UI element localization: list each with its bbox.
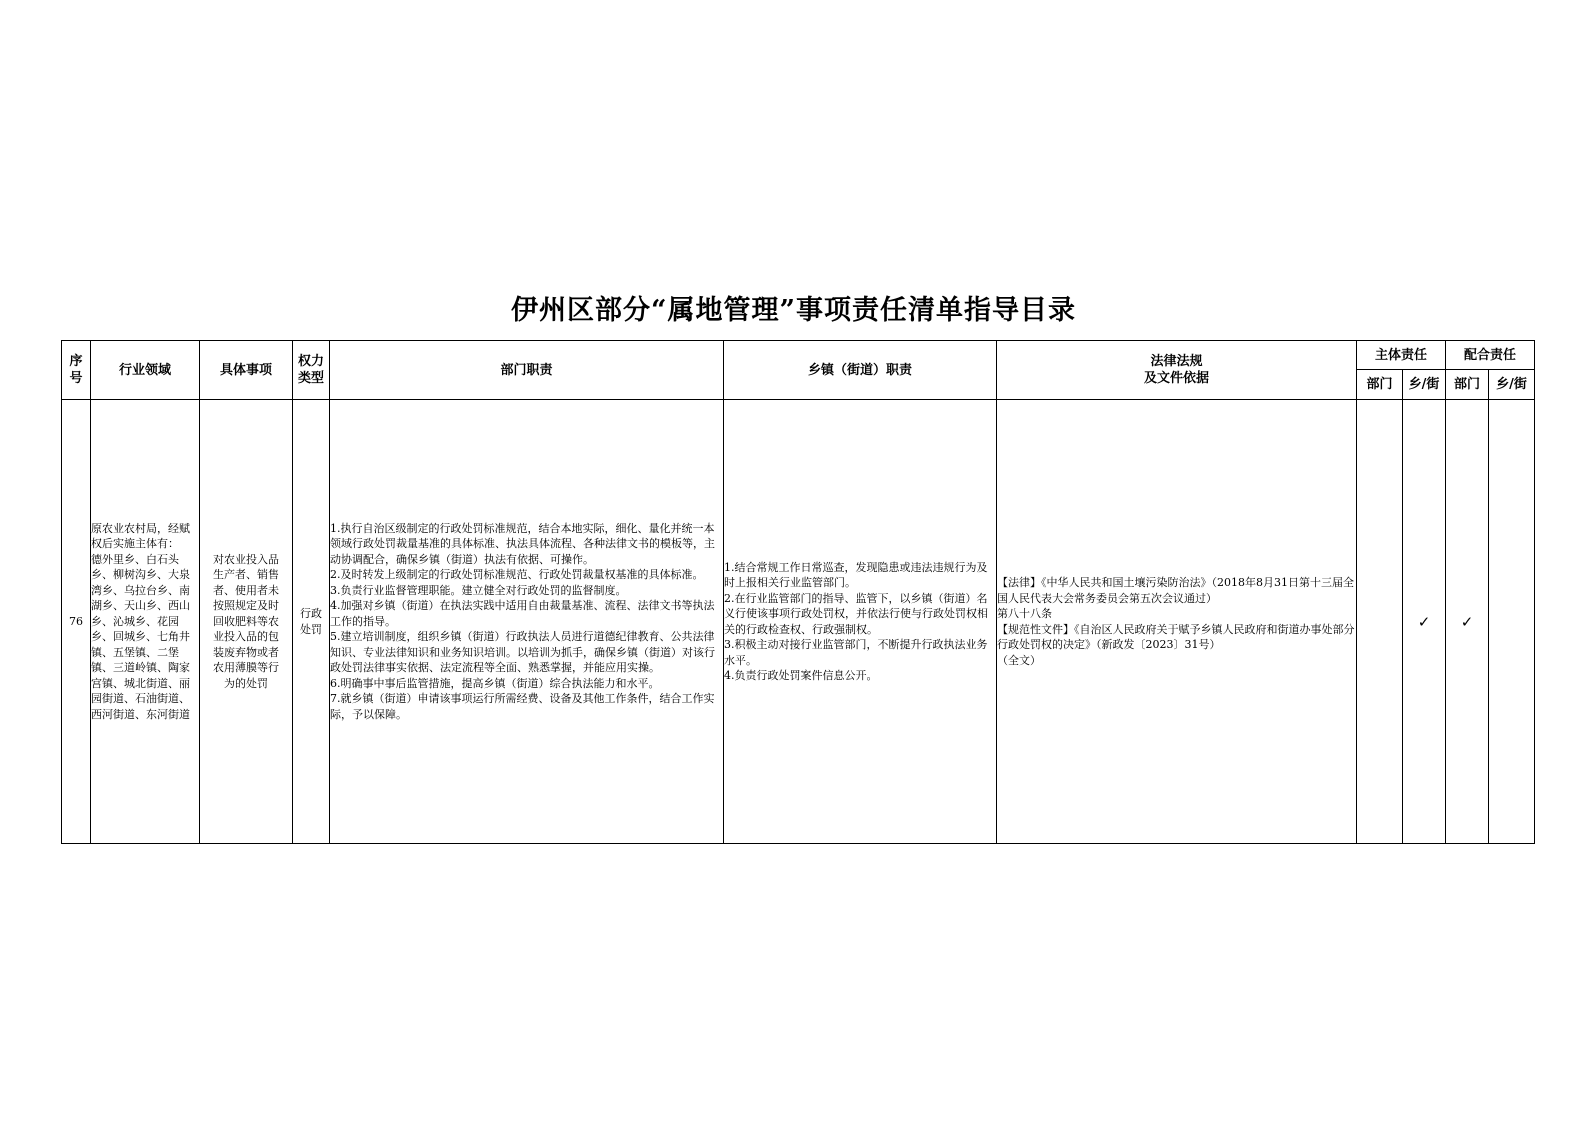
row-power-type: 行政 处罚 — [293, 400, 330, 844]
header-main-town: 乡/街 — [1403, 370, 1446, 400]
responsibility-table — [61, 340, 1535, 844]
header-main-responsibility: 主体责任 — [1357, 341, 1446, 370]
row-main-town-check: ✓ — [1403, 400, 1446, 844]
header-coop-responsibility: 配合责任 — [1446, 341, 1535, 370]
header-matter: 具体事项 — [200, 341, 293, 400]
row-coop-town-check — [1489, 400, 1535, 844]
header-industry: 行业领域 — [91, 341, 200, 400]
header-index: 序 号 — [62, 341, 91, 400]
row-matter: 对农业投入品生产者、销售者、使用者未按照规定及时回收肥料等农业投入品的包装废弃物或者农用薄膜等行为的处罚 — [200, 400, 293, 844]
row-main-dept-check — [1357, 400, 1403, 844]
header-dept-duty: 部门职责 — [330, 341, 724, 400]
page-title: 伊州区部分“属地管理”事项责任清单指导目录 — [510, 295, 1077, 326]
header-legal-basis: 法律法规 及文件依据 — [997, 341, 1357, 400]
header-coop-town: 乡/街 — [1489, 370, 1535, 400]
header-coop-dept: 部门 — [1446, 370, 1489, 400]
row-industry: 原农业农村局，经赋权后实施主体有： 德外里乡、白石头乡、柳树沟乡、大泉湾乡、乌拉台乡、南湖乡、天山乡、西山乡、沁城乡、花园乡、回城乡、七角井镇、五堡镇、二堡镇、三道岭镇、陶家宫镇、城北街道、丽园街道、石油街道、西河街道、东河街道 — [91, 400, 200, 844]
header-power-type: 权力 类型 — [293, 341, 330, 400]
row-legal-basis: 【法律】《中华人民共和国土壤污染防治法》（2018年8月31日第十三届全国人民代表大会常务委员会第五次会议通过） 第八十八条 【规范性文件】《自治区人民政府关于赋予乡镇人民政府和街道办事处部分行政处罚权的决定》（新政发〔2023〕31号） （全文） — [997, 400, 1357, 844]
row-township-duty: 1.结合常规工作日常巡查，发现隐患或违法违规行为及时上报相关行业监管部门。 2.在行业监管部门的指导、监管下，以乡镇（街道）名义行使该事项行政处罚权，并依法行使与行政处罚权相关的行政检查权、行政强制权。 3.积极主动对接行业监管部门，不断提升行政执法业务水平。 4.负责行政处罚案件信息公开。 — [724, 400, 997, 844]
header-main-dept: 部门 — [1357, 370, 1403, 400]
header-township-duty: 乡镇（街道）职责 — [724, 341, 997, 400]
table-row — [62, 400, 1535, 844]
row-coop-dept-check: ✓ — [1446, 400, 1489, 844]
row-index: 76 — [62, 400, 91, 844]
row-dept-duty: 1.执行自治区级制定的行政处罚标准规范，结合本地实际，细化、量化并统一本领域行政处罚裁量基准的具体标准、执法具体流程、各种法律文书的模板等，主动协调配合，确保乡镇（街道）执法有依据、可操作。 2.及时转发上级制定的行政处罚标准规范、行政处罚裁量权基准的具体标准。 3.负责行业监督管理职能。建立健全对行政处罚的监督制度。 4.加强对乡镇（街道）在执法实践中适用自由裁量基准、流程、法律文书等执法工作的指导。 5.建立培训制度，组织乡镇（街道）行政执法人员进行道德纪律教育、公共法律知识、专业法律知识和业务知识培训。以培训为抓手，确保乡镇（街道）对该行政处罚法律事实依据、法定流程等全面、熟悉掌握，并能应用实操。 6.明确事中事后监管措施，提高乡镇（街道）综合执法能力和水平。 7.就乡镇（街道）申请该事项运行所需经费、设备及其他工作条件，结合工作实际，予以保障。 — [330, 400, 724, 844]
